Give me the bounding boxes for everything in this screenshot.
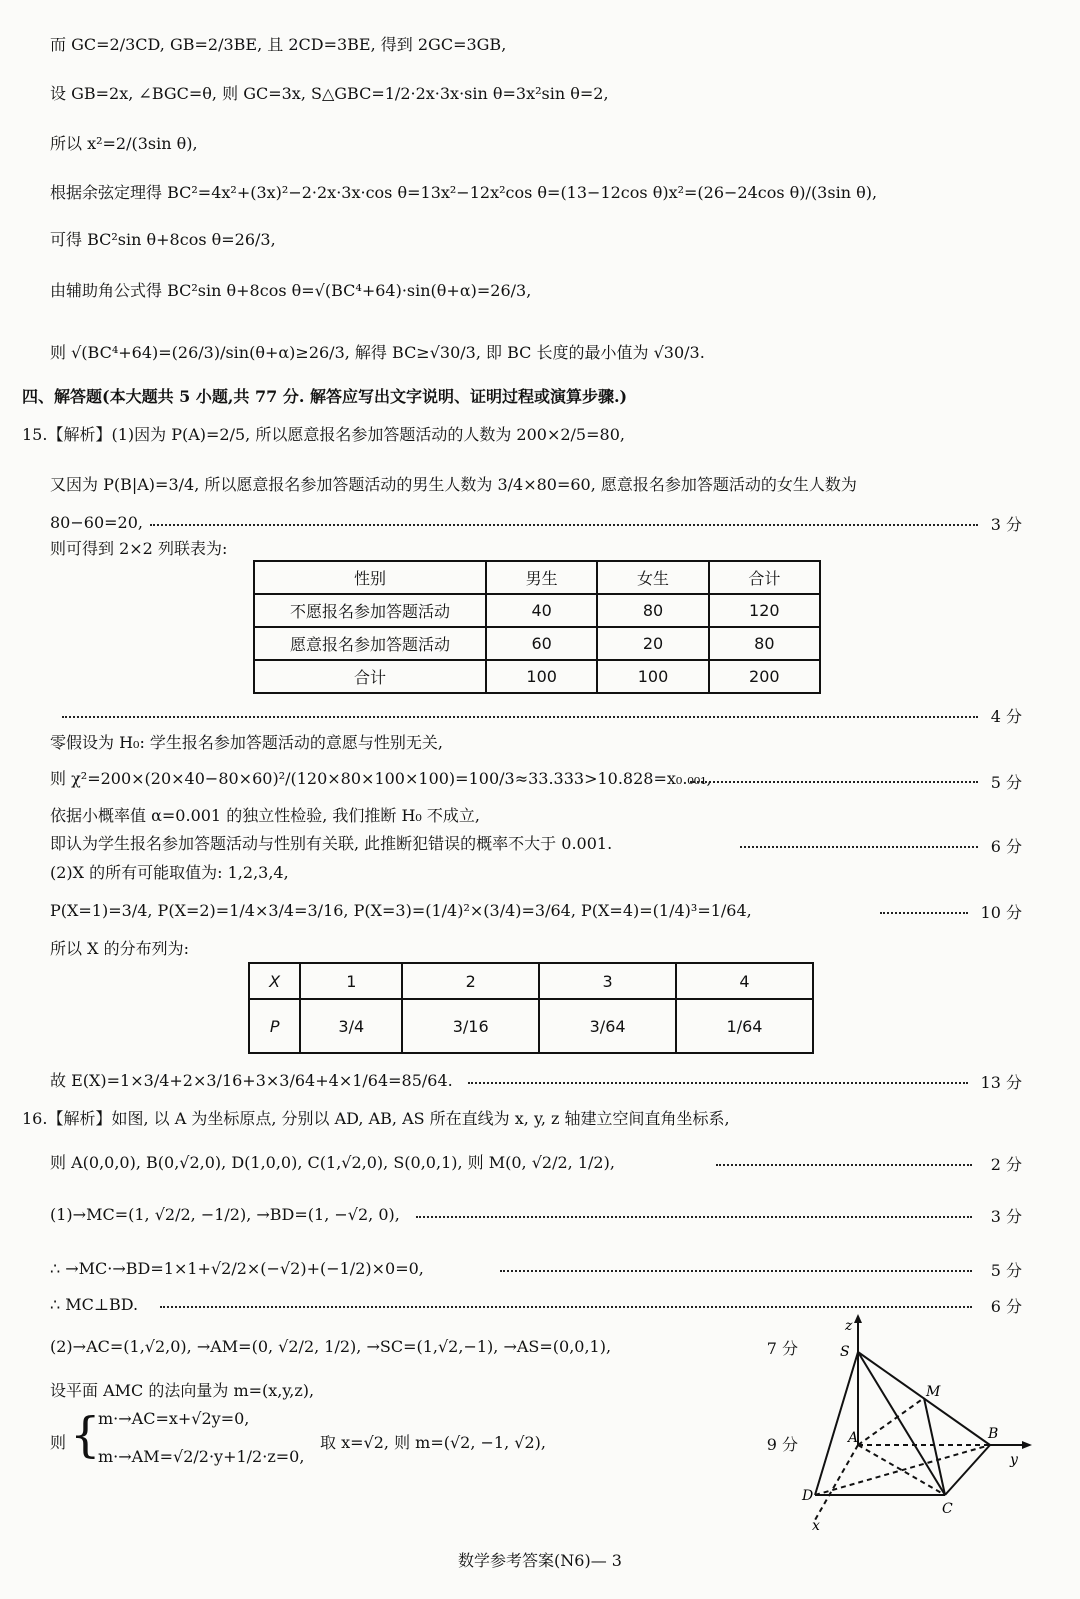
score: 5 分 xyxy=(990,773,1022,792)
fig-label: A xyxy=(848,1430,859,1446)
table-cell: 100 xyxy=(597,660,708,693)
text-line: 又因为 P(B|A)=3/4, 所以愿意报名参加答题活动的男生人数为 3/4×80=60, 愿意报名参加答题活动的女生人数为 xyxy=(50,475,857,494)
text-line: 所以 x²=2/(3sin θ), xyxy=(50,134,198,153)
text-line: 所以 X 的分布列为: xyxy=(50,939,189,958)
distribution-table xyxy=(248,962,814,1054)
text-line: (1)→MC=(1, √2/2, −1/2), →BD=(1, −√2, 0), xyxy=(50,1205,400,1224)
dot-leader xyxy=(716,1164,972,1166)
table-header: 男生 xyxy=(486,561,597,594)
contingency-table xyxy=(253,560,821,694)
table-cell: X xyxy=(249,963,300,999)
table-cell: 3 xyxy=(539,963,676,999)
score: 13 分 xyxy=(980,1073,1022,1092)
score: 4 分 xyxy=(990,707,1022,726)
text-line: 80−60=20, xyxy=(50,513,143,532)
text-line: ∴ →MC·→BD=1×1+√2/2×(−√2)+(−1/2)×0=0, xyxy=(50,1259,424,1278)
fig-label: y xyxy=(1010,1452,1018,1468)
fig-label: z xyxy=(845,1318,853,1334)
text-line: 则 χ²=200×(20×40−80×60)²/(120×80×100×100)=100/3≈33.333>10.828=x₀.₀₀₁, xyxy=(50,769,712,788)
x-axis-dashed xyxy=(815,1445,858,1520)
table-cell: 80 xyxy=(597,594,708,627)
table-cell: 2 xyxy=(402,963,539,999)
dot-leader xyxy=(740,846,978,848)
score: 3 分 xyxy=(990,515,1022,534)
table-header: 合计 xyxy=(709,561,820,594)
table-cell: 80 xyxy=(709,627,820,660)
text-line: 则 xyxy=(50,1433,67,1452)
dot-leader xyxy=(690,781,978,783)
dot-leader xyxy=(880,912,968,914)
table-cell: 120 xyxy=(709,594,820,627)
score: 10 分 xyxy=(980,903,1022,922)
table-cell: 20 xyxy=(597,627,708,660)
text-line: 故 E(X)=1×3/4+2×3/16+3×3/64+4×1/64=85/64. xyxy=(50,1071,453,1090)
text-line: 依据小概率值 α=0.001 的独立性检验, 我们推断 H₀ 不成立, xyxy=(50,806,480,825)
table-cell: 3/16 xyxy=(402,999,539,1053)
text-line: 设平面 AMC 的法向量为 m=(x,y,z), xyxy=(50,1381,315,1400)
dot-leader xyxy=(150,524,978,526)
score: 9 分 xyxy=(766,1435,798,1454)
text-line: 则 √(BC⁴+64)=(26/3)/sin(θ+α)≥26/3, 解得 BC≥√30/3, 即 BC 长度的最小值为 √30/3. xyxy=(50,343,705,362)
text-line: 15.【解析】(1)因为 P(A)=2/5, 所以愿意报名参加答题活动的人数为 200×2/5=80, xyxy=(22,425,625,444)
score: 7 分 xyxy=(766,1339,798,1358)
text-line: 设 GB=2x, ∠BGC=θ, 则 GC=3x, S△GBC=1/2·2x·3x·sin θ=3x²sin θ=2, xyxy=(50,84,609,103)
text-line: (2)→AC=(1,√2,0), →AM=(0, √2/2, 1/2), →SC=(1,√2,−1), →AS=(0,0,1), xyxy=(50,1337,612,1356)
page-footer: 数学参考答案(N6)— 3 xyxy=(458,1551,622,1570)
edge-SD xyxy=(815,1352,858,1495)
edge-CB xyxy=(945,1445,990,1495)
text-line: m·→AC=x+√2y=0, xyxy=(98,1409,250,1428)
table-cell: 愿意报名参加答题活动 xyxy=(254,627,486,660)
table-cell: 40 xyxy=(486,594,597,627)
text-line: 16.【解析】如图, 以 A 为坐标原点, 分别以 AD, AB, AS 所在直线为 x, y, z 轴建立空间直角坐标系, xyxy=(22,1109,730,1128)
fig-label: D xyxy=(802,1488,814,1504)
table-cell: 3/4 xyxy=(300,999,402,1053)
text-line: P(X=1)=3/4, P(X=2)=1/4×3/4=3/16, P(X=3)=(1/4)²×(3/4)=3/64, P(X=4)=(1/4)³=1/64, xyxy=(50,901,752,920)
pyramid-figure xyxy=(800,1310,1040,1535)
table-cell: 100 xyxy=(486,660,597,693)
table-cell: 1/64 xyxy=(676,999,813,1053)
dot-leader xyxy=(62,716,978,718)
text-line: 即认为学生报名参加答题活动与性别有关联, 此推断犯错误的概率不大于 0.001. xyxy=(50,834,613,853)
edge-DB xyxy=(815,1445,990,1495)
dot-leader xyxy=(468,1082,968,1084)
score: 2 分 xyxy=(990,1155,1022,1174)
table-header: 性别 xyxy=(254,561,486,594)
edge-MC xyxy=(924,1398,945,1495)
y-arrow-icon xyxy=(1022,1441,1032,1449)
text-line: 由辅助角公式得 BC²sin θ+8cos θ=√(BC⁴+64)·sin(θ+α)=26/3, xyxy=(50,281,532,300)
edge-SC xyxy=(858,1352,945,1495)
dot-leader xyxy=(416,1216,972,1218)
text-line: (2)X 的所有可能取值为: 1,2,3,4, xyxy=(50,863,289,882)
text-line: 可得 BC²sin θ+8cos θ=26/3, xyxy=(50,230,276,249)
text-line: m·→AM=√2/2·y+1/2·z=0, xyxy=(98,1447,305,1466)
text-line: 根据余弦定理得 BC²=4x²+(3x)²−2·2x·3x·cos θ=13x²−12x²cos θ=(13−12cos θ)x²=(26−24cos θ)/(3sin θ), xyxy=(50,183,878,202)
table-cell: 合计 xyxy=(254,660,486,693)
text-line: 取 x=√2, 则 m=(√2, −1, √2), xyxy=(320,1433,546,1452)
dot-leader xyxy=(500,1270,972,1272)
table-cell: 3/64 xyxy=(539,999,676,1053)
table-cell: 60 xyxy=(486,627,597,660)
table-cell: 不愿报名参加答题活动 xyxy=(254,594,486,627)
z-arrow-icon xyxy=(854,1314,862,1323)
fig-label: B xyxy=(988,1426,999,1442)
table-header: 女生 xyxy=(597,561,708,594)
score: 3 分 xyxy=(990,1207,1022,1226)
score: 5 分 xyxy=(990,1261,1022,1280)
text-line: 零假设为 H₀: 学生报名参加答题活动的意愿与性别无关, xyxy=(50,733,444,752)
score: 6 分 xyxy=(990,837,1022,856)
fig-label: M xyxy=(926,1384,941,1400)
text-line: 则 A(0,0,0), B(0,√2,0), D(1,0,0), C(1,√2,0), S(0,0,1), 则 M(0, √2/2, 1/2), xyxy=(50,1153,615,1172)
table-cell: 4 xyxy=(676,963,813,999)
section-heading: 四、解答题(本大题共 5 小题,共 77 分. 解答应写出文字说明、证明过程或演算步骤.) xyxy=(22,387,628,406)
table-cell: P xyxy=(249,999,300,1053)
fig-label: C xyxy=(942,1501,953,1517)
dot-leader xyxy=(160,1306,972,1308)
left-brace: { xyxy=(70,1407,101,1463)
text-line: ∴ MC⊥BD. xyxy=(50,1295,139,1314)
fig-label: x xyxy=(812,1518,820,1534)
fig-label: S xyxy=(840,1344,850,1360)
table-cell: 1 xyxy=(300,963,402,999)
score: 6 分 xyxy=(990,1297,1022,1316)
text-line: 而 GC=2/3CD, GB=2/3BE, 且 2CD=3BE, 得到 2GC=3GB, xyxy=(50,35,507,54)
table-cell: 200 xyxy=(709,660,820,693)
text-line: 则可得到 2×2 列联表为: xyxy=(50,539,228,558)
